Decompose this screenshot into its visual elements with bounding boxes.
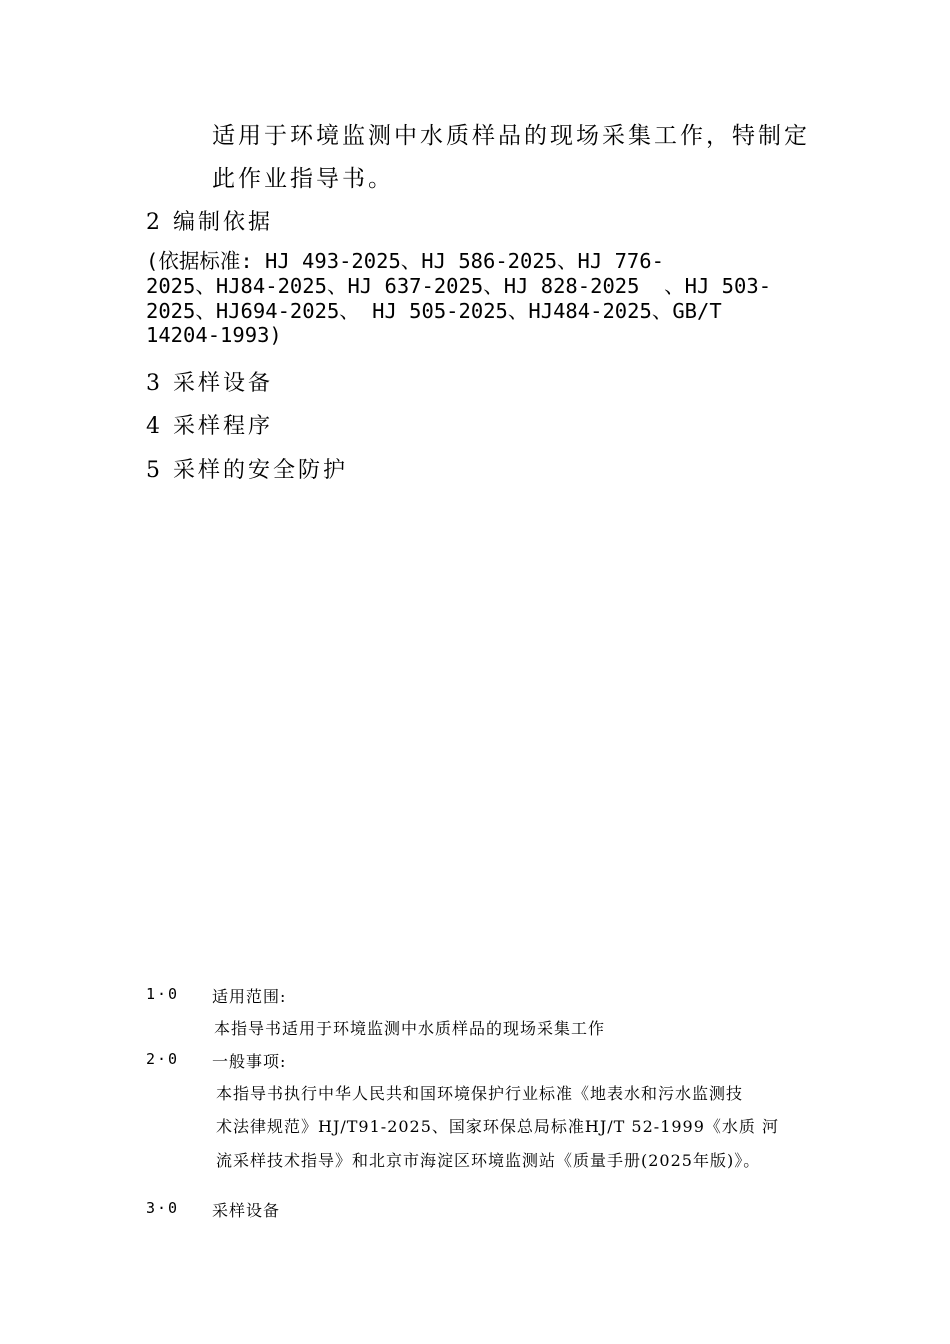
basis-line: 2025、HJ694-2025、 HJ 505-2025、HJ484-2025、GB/T bbox=[146, 298, 722, 323]
basis-line: 2025、HJ84-2025、HJ 637-2025、HJ 828-2025 、HJ 503- bbox=[146, 273, 772, 298]
item-2-line-3: 流采样技术指导》和北京市海淀区环境监测站《质量手册(2025年版)》。 bbox=[216, 1151, 761, 1170]
standards-basis bbox=[146, 249, 771, 348]
basis-line: 14204-1993) bbox=[146, 323, 282, 348]
item-2-title: 一般事项: bbox=[212, 1052, 287, 1071]
intro-line-1: 适用于环境监测中水质样品的现场采集工作，特制定 bbox=[212, 123, 810, 149]
item-3-number: 3·0 bbox=[146, 1199, 180, 1217]
item-3-title: 采样设备 bbox=[212, 1201, 281, 1220]
section-3-heading: 3 采样设备 bbox=[146, 371, 273, 396]
section-4-heading: 4 采样程序 bbox=[146, 414, 273, 439]
item-2-number: 2·0 bbox=[146, 1050, 180, 1068]
item-1-number: 1·0 bbox=[146, 985, 180, 1003]
item-2-line-1: 本指导书执行中华人民共和国环境保护行业标准《地表水和污水监测技 bbox=[216, 1084, 744, 1103]
basis-line: (依据标准: HJ 493-2025、HJ 586-2025、HJ 776- bbox=[146, 249, 664, 273]
section-5-heading: 5 采样的安全防护 bbox=[146, 458, 348, 483]
item-1-text: 本指导书适用于环境监测中水质样品的现场采集工作 bbox=[214, 1019, 606, 1038]
intro-line-2: 此作业指导书。 bbox=[212, 166, 394, 192]
item-1-title: 适用范围: bbox=[212, 987, 287, 1006]
item-2-line-2: 术法律规范》HJ/T91-2025、国家环保总局标准HJ/T 52-1999《水质 河 bbox=[216, 1117, 780, 1136]
section-2-heading: 2 编制依据 bbox=[146, 210, 273, 235]
